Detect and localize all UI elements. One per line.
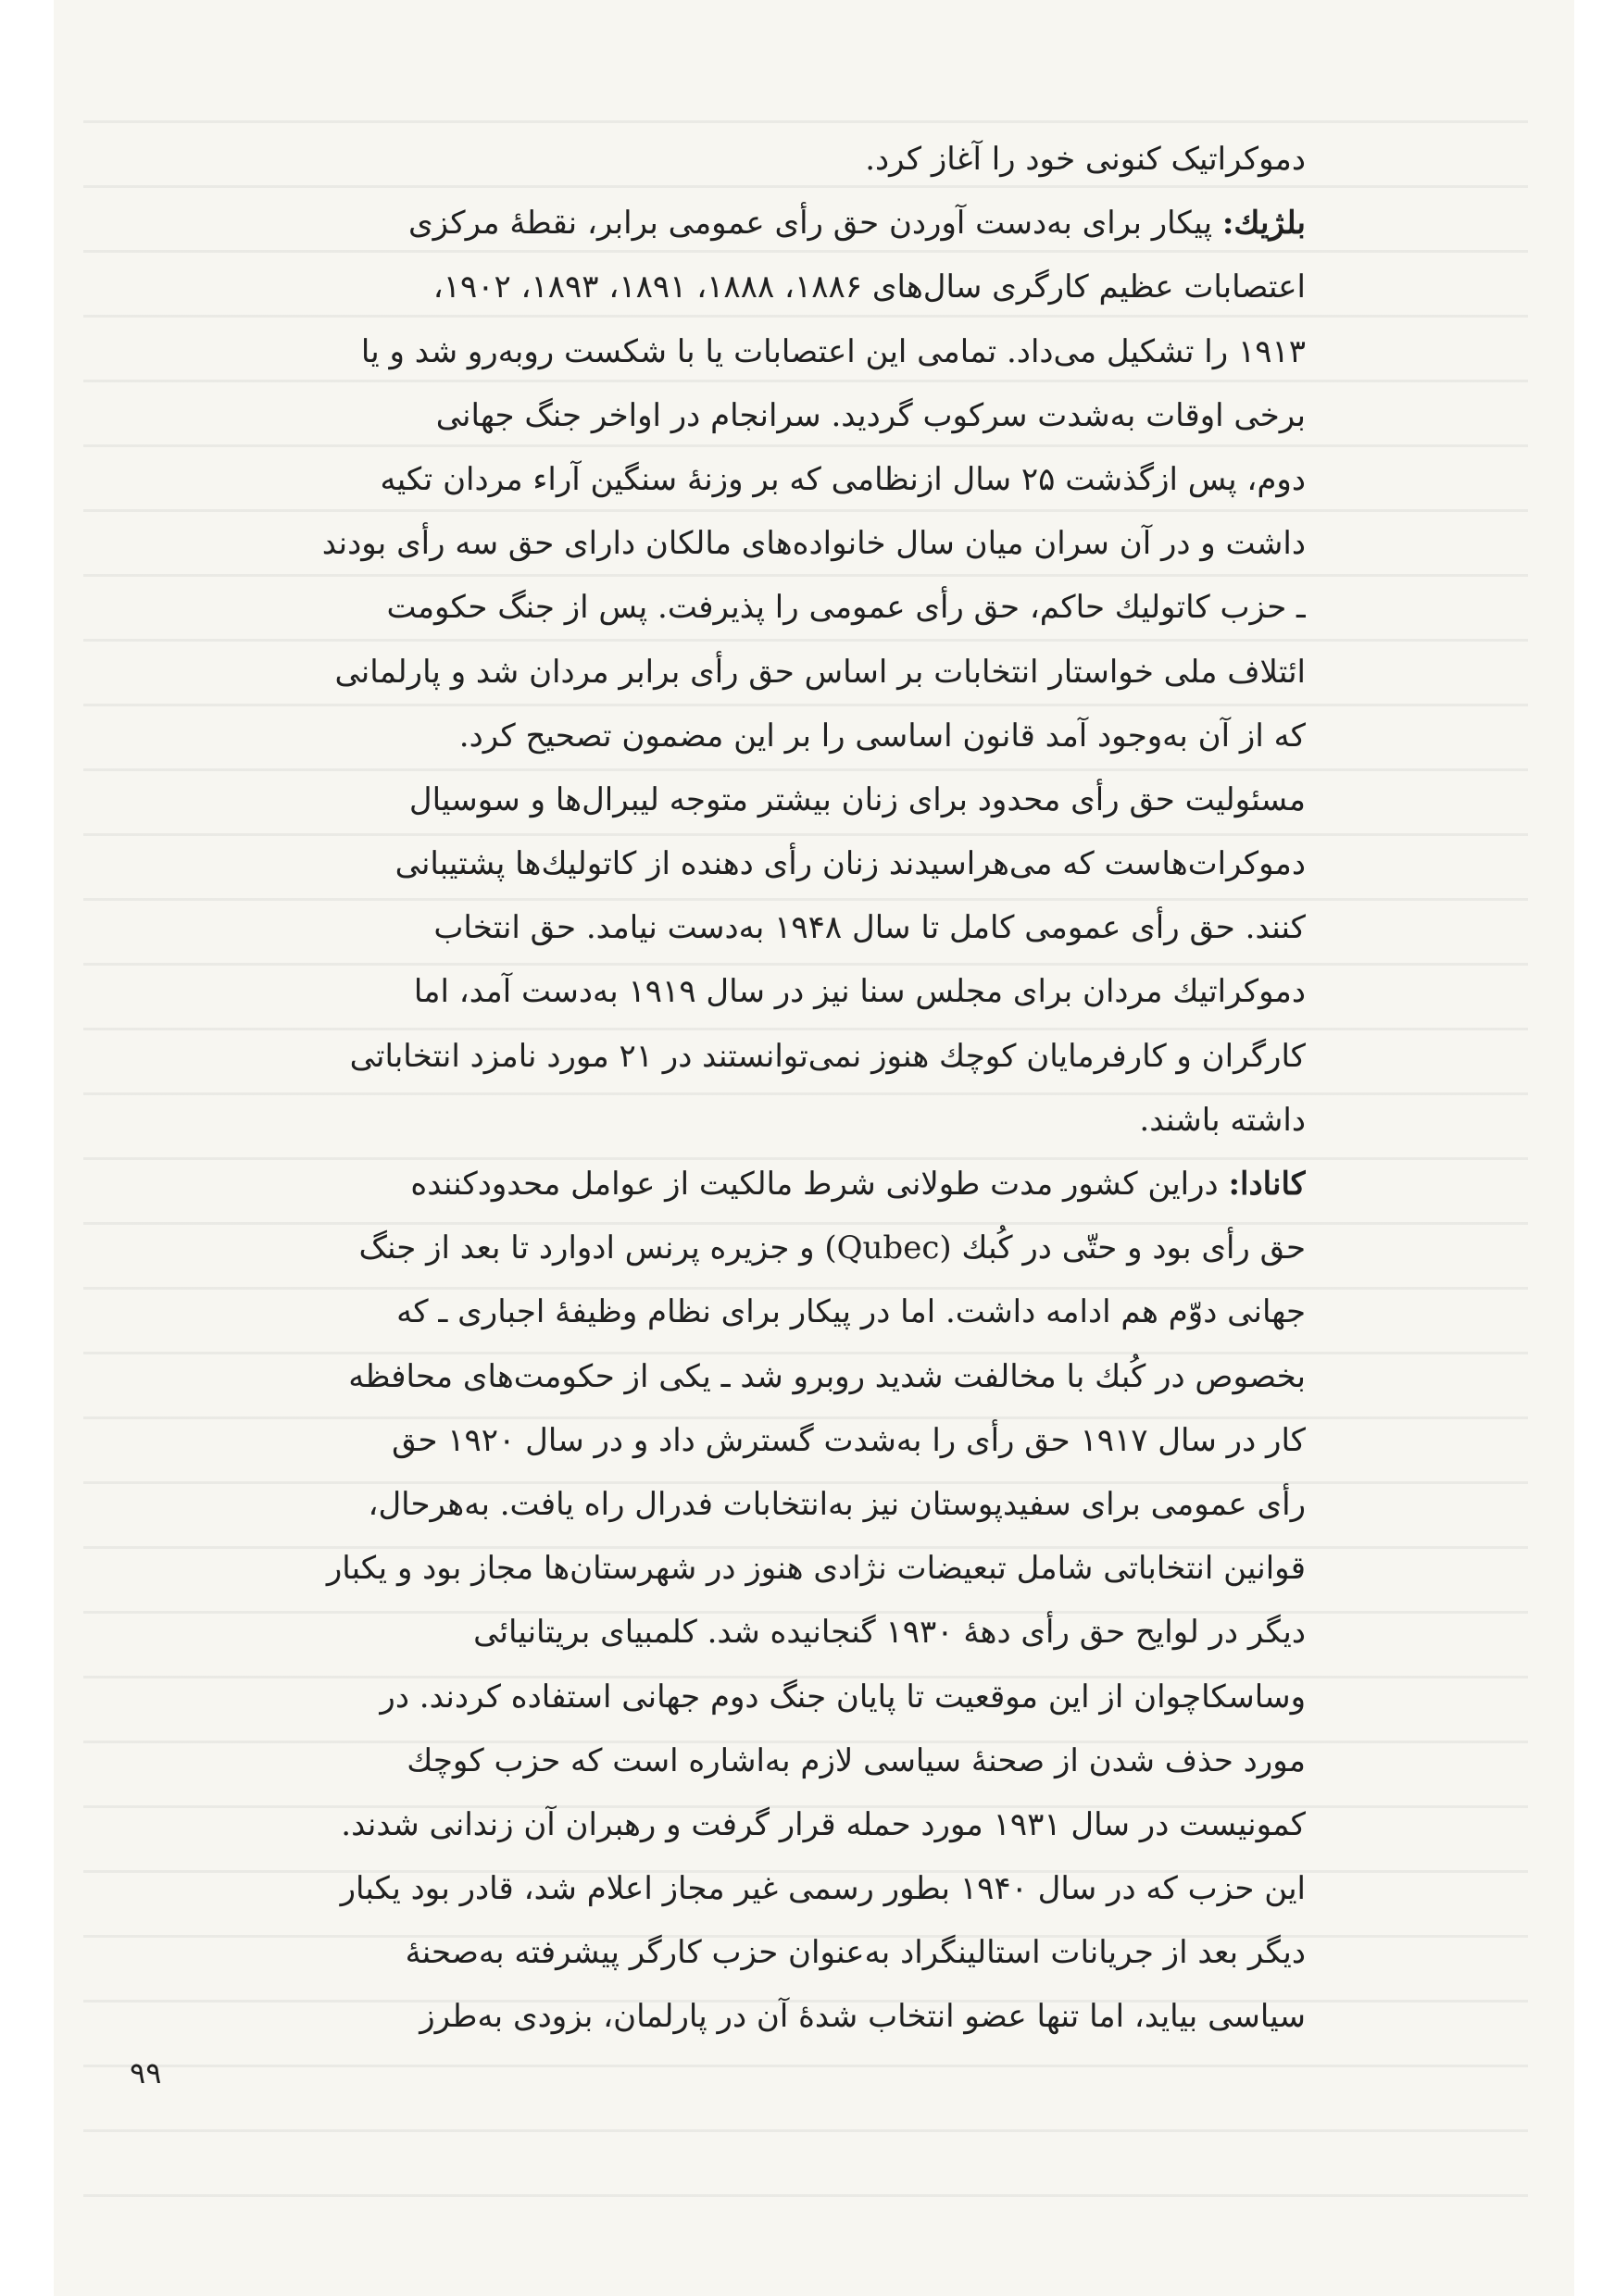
text-line: ۱۹۱۳ را تشکیل می‌داد. تمامی این اعتصابات یا با شکست روبه‌رو شد و یا	[360, 332, 1306, 370]
text-line: مسئولیت حق رأی محدود برای زنان بیشتر متوجه لیبرال‌ها و سوسیال	[408, 780, 1306, 818]
text-line: دموکراتیک کنونی خود را آغاز کرد.	[865, 141, 1306, 178]
text-line: دیگر بعد از جریانات استالینگراد به‌عنوان حزب کارگر پیشرفته به‌صحنهٔ	[405, 1934, 1306, 1972]
text-line: کنند. حق رأی عمومی کامل تا سال ۱۹۴۸ به‌دست نیامد. حق انتخاب	[433, 909, 1306, 947]
text-line: دموکراتیك مردان برای مجلس سنا نیز در سال ۱۹۱۹ به‌دست آمد، اما	[413, 973, 1306, 1011]
text-line-content: پیکار برای به‌دست آوردن حق رأی عمومی برابر، نقطهٔ مرکزی	[408, 205, 1213, 243]
section-term-canada: کانادا:	[1228, 1166, 1306, 1203]
scan-margin-right	[1574, 0, 1615, 2296]
text-line: جهانی دوّم هم ادامه داشت. اما در پیکار برای نظام وظیفهٔ اجباری ـ که	[396, 1293, 1306, 1331]
text-line: قوانین انتخاباتی شامل تبعیضات نژادی هنوز در شهرستان‌ها مجاز بود و یکبار	[326, 1550, 1306, 1588]
text-line: اعتصابات عظیم کارگری سال‌های ۱۸۸۶، ۱۸۸۸، ۱۸۹۱، ۱۸۹۳، ۱۹۰۲،	[432, 268, 1306, 306]
text-line	[190, 192, 1306, 256]
text-line: کمونیست در سال ۱۹۳۱ مورد حمله قرار گرفت و رهبران آن زندانی شدند.	[341, 1805, 1306, 1843]
text-line: کارگران و کارفرمایان کوچك هنوز نمی‌توانستند در ۲۱ مورد نامزد انتخاباتی	[349, 1037, 1306, 1075]
text-line: ائتلاف ملی خواستار انتخابات بر اساس حق رأی برابر مردان شد و پارلمانی	[334, 653, 1306, 691]
scan-margin-left	[0, 0, 54, 2296]
text-line: دموکرات‌هاست که می‌هراسیدند زنان رأی دهنده از کاتولیك‌ها پشتیبانی	[394, 845, 1306, 883]
text-line: داشت و در آن سران میان سال خانواده‌های مالکان دارای حق سه رأی بودند	[321, 525, 1306, 563]
body-text	[190, 128, 1306, 2050]
text-line: سیاسی بیاید، اما تنها عضو انتخاب شدهٔ آن در پارلمان، بزودی به‌طرز	[419, 1998, 1306, 2036]
text-line: ـ حزب کاتولیك حاکم، حق رأی عمومی را پذیرفت. پس از جنگ حکومت	[386, 589, 1306, 627]
text-line: رأی عمومی برای سفیدپوستان نیز به‌انتخابات فدرال راه یافت. به‌هرحال،	[368, 1485, 1306, 1523]
text-line: کار در سال ۱۹۱۷ حق رأی را به‌شدت گسترش داد و در سال ۱۹۲۰ حق	[392, 1421, 1306, 1459]
text-line: مورد حذف شدن از صحنهٔ سیاسی لازم به‌اشاره است که حزب کوچك	[407, 1741, 1306, 1779]
text-line: که از آن به‌وجود آمد قانون اساسی را بر این مضمون تصحیح کرد.	[458, 717, 1306, 755]
text-line: حق رأی بود و حتّی در کُبك (Qubec) و جزیره پرنس ادوارد تا بعد از جنگ	[358, 1229, 1306, 1267]
text-line: وساسکاچوان از این موقعیت تا پایان جنگ دوم جهانی استفاده کردند. در	[380, 1678, 1306, 1716]
text-line: دوم، پس ازگذشت ۲۵ سال ازنظامی که بر وزنهٔ سنگین آراء مردان تکیه	[380, 460, 1306, 498]
text-line: بخصوص در کُبك با مخالفت شدید روبرو شد ـ یکی از حکومت‌های محافظه	[348, 1357, 1306, 1395]
text-line: دیگر در لوایح حق رأی دههٔ ۱۹۳۰ گنجانیده شد. کلمبیای بریتانیائی	[473, 1614, 1306, 1652]
section-term-belgium: بلژیك:	[1221, 205, 1306, 243]
text-line: این حزب که در سال ۱۹۴۰ بطور رسمی غیر مجاز اعلام شد، قادر بود یکبار	[340, 1870, 1306, 1908]
text-line	[190, 1153, 1306, 1217]
text-line-content: دراین کشور مدت طولانی شرط مالکیت از عوامل محدودکننده	[410, 1166, 1219, 1203]
text-line: داشته باشند.	[1139, 1101, 1306, 1139]
text-line: برخی اوقات به‌شدت سرکوب گردید. سرانجام در اواخر جنگ جهانی	[435, 396, 1306, 434]
page-number: ۹۹	[130, 2055, 162, 2090]
